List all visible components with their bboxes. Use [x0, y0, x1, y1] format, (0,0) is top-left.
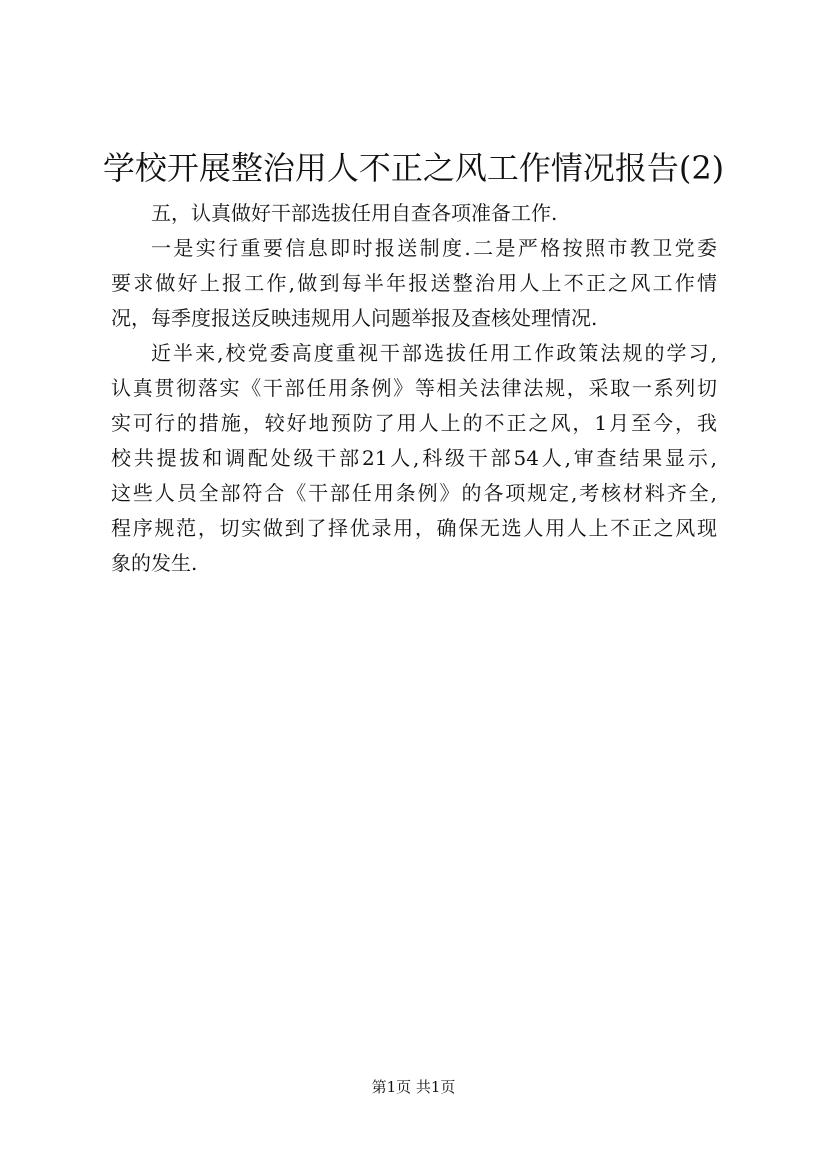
paragraph-1	[111, 196, 717, 231]
paragraph-2	[111, 231, 717, 336]
paragraph-3-line-7: 象的发生.	[111, 551, 198, 575]
document-title: 学校开展整治用人不正之风工作情况报告(2)	[102, 149, 725, 187]
paragraph-3-line-4: 校共提拔和调配处级干部21人,科级干部54人,审查结果显示,	[111, 446, 717, 470]
paragraph-3-line-5: 这些人员全部符合《干部任用条例》的各项规定,考核材料齐全,	[111, 481, 717, 505]
paragraph-1-line-1: 五，认真做好干部选拔任用自查各项准备工作.	[151, 201, 558, 225]
paragraph-2-line-2: 要求做好上报工作,做到每半年报送整治用人上不正之风工作情	[111, 271, 717, 295]
paragraph-3-line-1: 近半来,校党委高度重视干部选拔任用工作政策法规的学习,	[151, 341, 717, 365]
paragraph-3-line-2: 认真贯彻落实《干部任用条例》等相关法律法规，采取一系列切	[111, 376, 717, 400]
document-body	[111, 196, 717, 581]
page-footer: 第1页 共1页	[371, 1078, 456, 1096]
paragraph-3-line-6: 程序规范，切实做到了择优录用，确保无选人用人上不正之风现	[111, 516, 717, 540]
paragraph-2-line-3: 况，每季度报送反映违规用人问题举报及查核处理情况.	[111, 306, 598, 330]
paragraph-2-line-1: 一是实行重要信息即时报送制度.二是严格按照市教卫党委	[151, 236, 717, 260]
paragraph-3-line-3: 实可行的措施，较好地预防了用人上的不正之风，1月至今，我	[111, 411, 717, 435]
paragraph-3	[111, 336, 717, 581]
